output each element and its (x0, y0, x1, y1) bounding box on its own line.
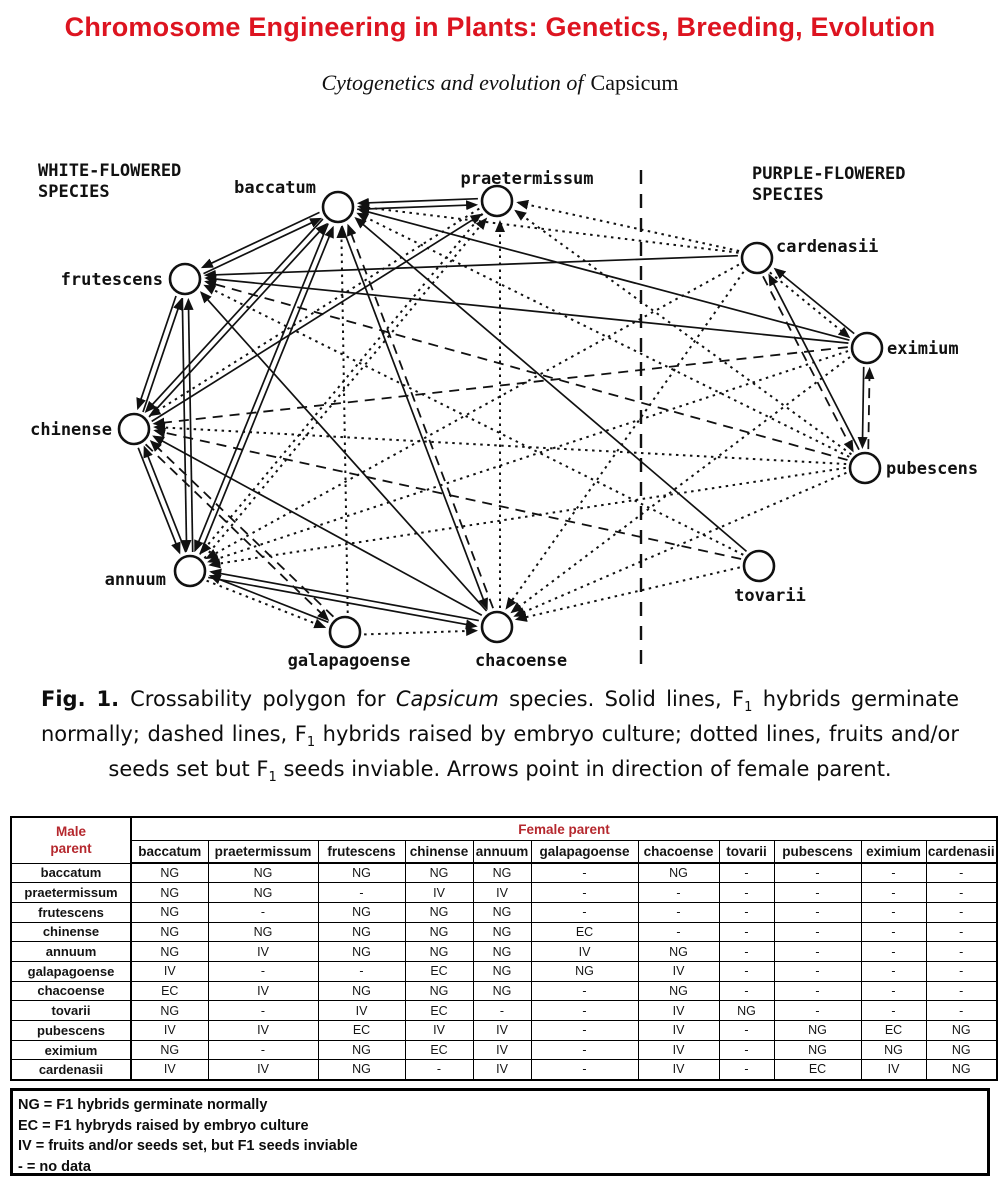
table-row-eximium (11, 1040, 997, 1060)
cell-annuum-x-tovarii: - (719, 942, 774, 962)
purple-flowered-label-line2: SPECIES (752, 185, 824, 205)
table-row-praetermissum (11, 883, 997, 903)
cell-eximium-x-praetermissum: - (208, 1040, 318, 1060)
edge-praetermissum-to-annuum (201, 214, 483, 553)
caption-segment: species. Solid lines, F (498, 687, 745, 711)
cell-frutescens-x-eximium: - (861, 902, 926, 922)
edge-chacoense-to-baccatum (348, 226, 493, 609)
group-header-female-parent: Female parent (131, 817, 997, 841)
cell-tovarii-x-eximium: - (861, 1001, 926, 1021)
edge-pubescens-to-frutescens (206, 282, 848, 460)
cell-eximium-x-eximium: NG (861, 1040, 926, 1060)
cell-chacoense-x-chinense: NG (405, 981, 473, 1001)
species-label-baccatum: baccatum (234, 178, 316, 198)
cell-eximium-x-annuum: IV (473, 1040, 531, 1060)
species-node-pubescens (850, 453, 880, 483)
row-header-eximium: eximium (11, 1040, 131, 1060)
cell-tovarii-x-chinense: EC (405, 1001, 473, 1021)
species-label-pubescens: pubescens (886, 459, 979, 479)
cell-annuum-x-cardenasii: - (926, 942, 997, 962)
cell-galapagoense-x-galapagoense: NG (531, 961, 638, 981)
edge-cardenasii-to-chacoense (507, 272, 744, 608)
cell-annuum-x-praetermissum: IV (208, 942, 318, 962)
cell-galapagoense-x-praetermissum: - (208, 961, 318, 981)
row-header-annuum: annuum (11, 942, 131, 962)
cell-cardenasii-x-pubescens: EC (774, 1060, 861, 1080)
caption-segment: Crossability polygon for (130, 687, 396, 711)
edge-pubescens-to-eximium (868, 369, 869, 449)
col-header-praetermissum: praetermissum (208, 841, 318, 864)
cell-tovarii-x-annuum: - (473, 1001, 531, 1021)
cell-chacoense-x-galapagoense: - (531, 981, 638, 1001)
species-label-frutescens: frutescens (60, 270, 163, 290)
species-label-galapagoense: galapagoense (287, 651, 411, 671)
cell-baccatum-x-pubescens: - (774, 863, 861, 883)
col-header-pubescens: pubescens (774, 841, 861, 864)
cell-cardenasii-x-annuum: IV (473, 1060, 531, 1080)
cell-pubescens-x-praetermissum: IV (208, 1021, 318, 1041)
cell-baccatum-x-tovarii: - (719, 863, 774, 883)
edge-frutescens-to-annuum (182, 298, 186, 550)
cell-frutescens-x-pubescens: - (774, 902, 861, 922)
cell-tovarii-x-galapagoense: - (531, 1001, 638, 1021)
cell-cardenasii-x-tovarii: - (719, 1060, 774, 1080)
edge-annuum-to-frutescens (188, 300, 192, 552)
cell-pubescens-x-cardenasii: NG (926, 1021, 997, 1041)
cell-galapagoense-x-chinense: EC (405, 961, 473, 981)
cell-baccatum-x-cardenasii: - (926, 863, 997, 883)
cell-baccatum-x-chacoense: NG (638, 863, 719, 883)
row-header-praetermissum: praetermissum (11, 883, 131, 903)
cell-tovarii-x-praetermissum: - (208, 1001, 318, 1021)
cell-chacoense-x-cardenasii: - (926, 981, 997, 1001)
cell-tovarii-x-tovarii: NG (719, 1001, 774, 1021)
cell-praetermissum-x-galapagoense: - (531, 883, 638, 903)
edge-galapagoense-to-baccatum (341, 228, 347, 613)
caption-segment: hybrids raised by embryo culture; dotted lines, fruits and/or seeds set but F (108, 722, 959, 782)
cell-galapagoense-x-tovarii: - (719, 961, 774, 981)
row-header-baccatum: baccatum (11, 863, 131, 883)
row-header-pubescens: pubescens (11, 1021, 131, 1041)
edge-eximium-to-pubescens (862, 367, 863, 447)
caption-segment: seeds inviable. Arrows point in direction of female parent. (276, 757, 892, 782)
cell-galapagoense-x-pubescens: - (774, 961, 861, 981)
cell-chacoense-x-baccatum: EC (131, 981, 208, 1001)
cell-chinense-x-eximium: - (861, 922, 926, 942)
legend-box (10, 1088, 990, 1176)
edge-tovarii-to-frutescens (205, 286, 743, 555)
cell-annuum-x-baccatum: NG (131, 942, 208, 962)
table-row-pubescens (11, 1021, 997, 1041)
cell-galapagoense-x-cardenasii: - (926, 961, 997, 981)
cell-chacoense-x-pubescens: - (774, 981, 861, 1001)
edge-eximium-to-annuum (209, 351, 848, 561)
cell-cardenasii-x-praetermissum: IV (208, 1060, 318, 1080)
cell-baccatum-x-eximium: - (861, 863, 926, 883)
col-header-chinense: chinense (405, 841, 473, 864)
legend-line: EC = F1 hybryds raised by embryo culture (18, 1117, 309, 1134)
edge-chacoense-to-annuum (211, 572, 479, 621)
edge-galapagoense-to-chinense (151, 441, 333, 616)
cell-chinense-x-galapagoense: EC (531, 922, 638, 942)
edge-tovarii-to-chacoense (517, 567, 740, 619)
cell-cardenasii-x-frutescens: NG (318, 1060, 405, 1080)
cell-pubescens-x-baccatum: IV (131, 1021, 208, 1041)
caption-segment: hybrids germinate normally; dashed lines, F (41, 687, 959, 747)
cell-tovarii-x-baccatum: NG (131, 1001, 208, 1021)
white-flowered-label-line2: SPECIES (38, 182, 110, 202)
edge-chacoense-to-frutescens (201, 293, 486, 611)
corner-label-line: parent (50, 841, 92, 857)
edge-frutescens-to-baccatum (204, 219, 321, 274)
corner-label-line: Male (55, 824, 86, 840)
col-header-eximium: eximium (861, 841, 926, 864)
table-head (11, 817, 997, 863)
cell-praetermissum-x-frutescens: - (318, 883, 405, 903)
row-header-galapagoense: galapagoense (11, 961, 131, 981)
caption-segment: Fig. 1. (41, 687, 131, 711)
species-label-annuum: annuum (104, 570, 166, 590)
caption-segment: 1 (744, 700, 753, 716)
table-row-chacoense (11, 981, 997, 1001)
species-label-chinense: chinense (30, 420, 112, 440)
cell-galapagoense-x-annuum: NG (473, 961, 531, 981)
row-header-frutescens: frutescens (11, 902, 131, 922)
edge-frutescens-to-chinense (138, 296, 176, 408)
cell-praetermissum-x-eximium: - (861, 883, 926, 903)
cell-galapagoense-x-baccatum: IV (131, 961, 208, 981)
table-row-chinense (11, 922, 997, 942)
edge-praetermissum-to-baccatum (359, 199, 478, 204)
cell-eximium-x-chinense: EC (405, 1040, 473, 1060)
cell-baccatum-x-annuum: NG (473, 863, 531, 883)
cell-frutescens-x-cardenasii: - (926, 902, 997, 922)
cell-cardenasii-x-eximium: IV (861, 1060, 926, 1080)
cell-frutescens-x-chinense: NG (405, 902, 473, 922)
table-row-cardenasii (11, 1060, 997, 1080)
col-header-frutescens: frutescens (318, 841, 405, 864)
caption-segment: 1 (268, 770, 277, 786)
cell-baccatum-x-frutescens: NG (318, 863, 405, 883)
species-node-praetermissum (482, 186, 512, 216)
col-header-annuum: annuum (473, 841, 531, 864)
caption-segment: 1 (306, 735, 316, 751)
cell-annuum-x-eximium: - (861, 942, 926, 962)
cell-chacoense-x-frutescens: NG (318, 981, 405, 1001)
cell-praetermissum-x-cardenasii: - (926, 883, 997, 903)
cell-eximium-x-cardenasii: NG (926, 1040, 997, 1060)
row-header-chinense: chinense (11, 922, 131, 942)
cell-eximium-x-galapagoense: - (531, 1040, 638, 1060)
species-label-cardenasii: cardenasii (776, 237, 879, 257)
edge-annuum-to-chinense (145, 447, 186, 552)
cell-frutescens-x-galapagoense: - (531, 902, 638, 922)
edge-cardenasii-to-annuum (207, 265, 739, 559)
figure-caption (41, 686, 959, 792)
cell-chinense-x-chinense: NG (405, 922, 473, 942)
cell-eximium-x-frutescens: NG (318, 1040, 405, 1060)
cell-chinense-x-annuum: NG (473, 922, 531, 942)
page-title: Chromosome Engineering in Plants: Genetics, Breeding, Evolution (64, 12, 936, 42)
cell-praetermissum-x-tovarii: - (719, 883, 774, 903)
subtitle-species: Capsicum (590, 70, 679, 95)
row-header-tovarii: tovarii (11, 1001, 131, 1021)
cell-tovarii-x-pubescens: - (774, 1001, 861, 1021)
cell-baccatum-x-galapagoense: - (531, 863, 638, 883)
edge-chinense-to-praetermissum (152, 215, 481, 422)
row-header-cardenasii: cardenasii (11, 1060, 131, 1080)
table-row-galapagoense (11, 961, 997, 981)
edge-baccatum-to-frutescens (203, 212, 320, 267)
caption-segment: Capsicum (395, 687, 499, 711)
cell-cardenasii-x-galapagoense: - (531, 1060, 638, 1080)
row-header-chacoense: chacoense (11, 981, 131, 1001)
cell-chinense-x-pubescens: - (774, 922, 861, 942)
cell-pubescens-x-tovarii: - (719, 1021, 774, 1041)
cell-chacoense-x-eximium: - (861, 981, 926, 1001)
cell-cardenasii-x-chinense: - (405, 1060, 473, 1080)
cell-pubescens-x-chinense: IV (405, 1021, 473, 1041)
species-node-tovarii (744, 551, 774, 581)
cell-galapagoense-x-chacoense: IV (638, 961, 719, 981)
edge-chinense-to-galapagoense (146, 444, 328, 619)
cell-chacoense-x-chacoense: NG (638, 981, 719, 1001)
edge-pubescens-to-annuum (210, 468, 846, 565)
cell-annuum-x-chinense: NG (405, 942, 473, 962)
species-label-tovarii: tovarii (734, 586, 806, 606)
species-node-galapagoense (330, 617, 360, 647)
table-body (11, 863, 997, 1080)
cell-cardenasii-x-baccatum: IV (131, 1060, 208, 1080)
species-node-chacoense (482, 612, 512, 642)
species-node-chinense (119, 414, 149, 444)
cell-pubescens-x-eximium: EC (861, 1021, 926, 1041)
cell-tovarii-x-chacoense: IV (638, 1001, 719, 1021)
legend-line: - = no data (18, 1158, 91, 1175)
col-header-tovarii: tovarii (719, 841, 774, 864)
cell-eximium-x-pubescens: NG (774, 1040, 861, 1060)
white-flowered-label: WHITE-FLOWERED (38, 161, 182, 181)
cell-chacoense-x-annuum: NG (473, 981, 531, 1001)
cell-frutescens-x-frutescens: NG (318, 902, 405, 922)
species-label-chacoense: chacoense (474, 651, 568, 671)
cell-annuum-x-annuum: NG (473, 942, 531, 962)
cell-praetermissum-x-praetermissum: NG (208, 883, 318, 903)
edge-galapagoense-to-chacoense (364, 631, 476, 635)
col-header-baccatum: baccatum (131, 841, 208, 864)
cell-tovarii-x-cardenasii: - (926, 1001, 997, 1021)
table-row-frutescens (11, 902, 997, 922)
legend-line: IV = fruits and/or seeds set, but F1 seeds inviable (18, 1138, 358, 1154)
cell-praetermissum-x-chinense: IV (405, 883, 473, 903)
cell-praetermissum-x-baccatum: NG (131, 883, 208, 903)
cell-pubescens-x-frutescens: EC (318, 1021, 405, 1041)
species-label-praetermissum: praetermissum (460, 169, 594, 189)
cell-annuum-x-chacoense: NG (638, 942, 719, 962)
purple-flowered-label: PURPLE-FLOWERED (752, 164, 906, 184)
species-node-baccatum (323, 192, 353, 222)
cell-annuum-x-frutescens: NG (318, 942, 405, 962)
cell-chinense-x-frutescens: NG (318, 922, 405, 942)
subtitle-italic: Cytogenetics and evolution of (321, 70, 584, 95)
corner-header-male-parent (11, 817, 131, 863)
cell-frutescens-x-praetermissum: - (208, 902, 318, 922)
crossability-table (10, 816, 998, 1081)
cell-cardenasii-x-chacoense: IV (638, 1060, 719, 1080)
edge-cardenasii-to-praetermissum (518, 203, 739, 251)
cell-chinense-x-cardenasii: - (926, 922, 997, 942)
cell-tovarii-x-frutescens: IV (318, 1001, 405, 1021)
col-header-galapagoense: galapagoense (531, 841, 638, 864)
species-node-eximium (852, 333, 882, 363)
species-node-cardenasii (742, 243, 772, 273)
edge-cardenasii-to-eximium (770, 272, 849, 337)
species-label-eximium: eximium (887, 339, 959, 359)
cell-baccatum-x-praetermissum: NG (208, 863, 318, 883)
cell-pubescens-x-galapagoense: - (531, 1021, 638, 1041)
cell-cardenasii-x-cardenasii: NG (926, 1060, 997, 1080)
col-header-chacoense: chacoense (638, 841, 719, 864)
cell-pubescens-x-pubescens: NG (774, 1021, 861, 1041)
cell-galapagoense-x-eximium: - (861, 961, 926, 981)
cell-chinense-x-tovarii: - (719, 922, 774, 942)
species-node-annuum (175, 556, 205, 586)
table-row-tovarii (11, 1001, 997, 1021)
cell-chacoense-x-praetermissum: IV (208, 981, 318, 1001)
cell-chinense-x-chacoense: - (638, 922, 719, 942)
cell-pubescens-x-annuum: IV (473, 1021, 531, 1041)
cell-eximium-x-baccatum: NG (131, 1040, 208, 1060)
table-row-annuum (11, 942, 997, 962)
cell-baccatum-x-baccatum: NG (131, 863, 208, 883)
cell-frutescens-x-annuum: NG (473, 902, 531, 922)
edge-eximium-to-frutescens (206, 278, 848, 343)
legend-line: NG = F1 hybrids germinate normally (18, 1097, 268, 1113)
cell-chinense-x-praetermissum: NG (208, 922, 318, 942)
edge-annuum-to-baccatum (200, 228, 333, 555)
cell-annuum-x-galapagoense: IV (531, 942, 638, 962)
cell-eximium-x-chacoense: IV (638, 1040, 719, 1060)
col-header-cardenasii: cardenasii (926, 841, 997, 864)
edge-cardenasii-to-baccatum (359, 207, 738, 253)
species-node-frutescens (170, 264, 200, 294)
cell-baccatum-x-chinense: NG (405, 863, 473, 883)
cell-annuum-x-pubescens: - (774, 942, 861, 962)
cell-galapagoense-x-frutescens: - (318, 961, 405, 981)
table-row-baccatum (11, 863, 997, 883)
cell-praetermissum-x-annuum: IV (473, 883, 531, 903)
cell-frutescens-x-tovarii: - (719, 902, 774, 922)
cell-chinense-x-baccatum: NG (131, 922, 208, 942)
cell-praetermissum-x-chacoense: - (638, 883, 719, 903)
cell-pubescens-x-chacoense: IV (638, 1021, 719, 1041)
cell-frutescens-x-chacoense: - (638, 902, 719, 922)
cell-frutescens-x-baccatum: NG (131, 902, 208, 922)
cell-chacoense-x-tovarii: - (719, 981, 774, 1001)
cell-praetermissum-x-pubescens: - (774, 883, 861, 903)
cell-eximium-x-tovarii: - (719, 1040, 774, 1060)
